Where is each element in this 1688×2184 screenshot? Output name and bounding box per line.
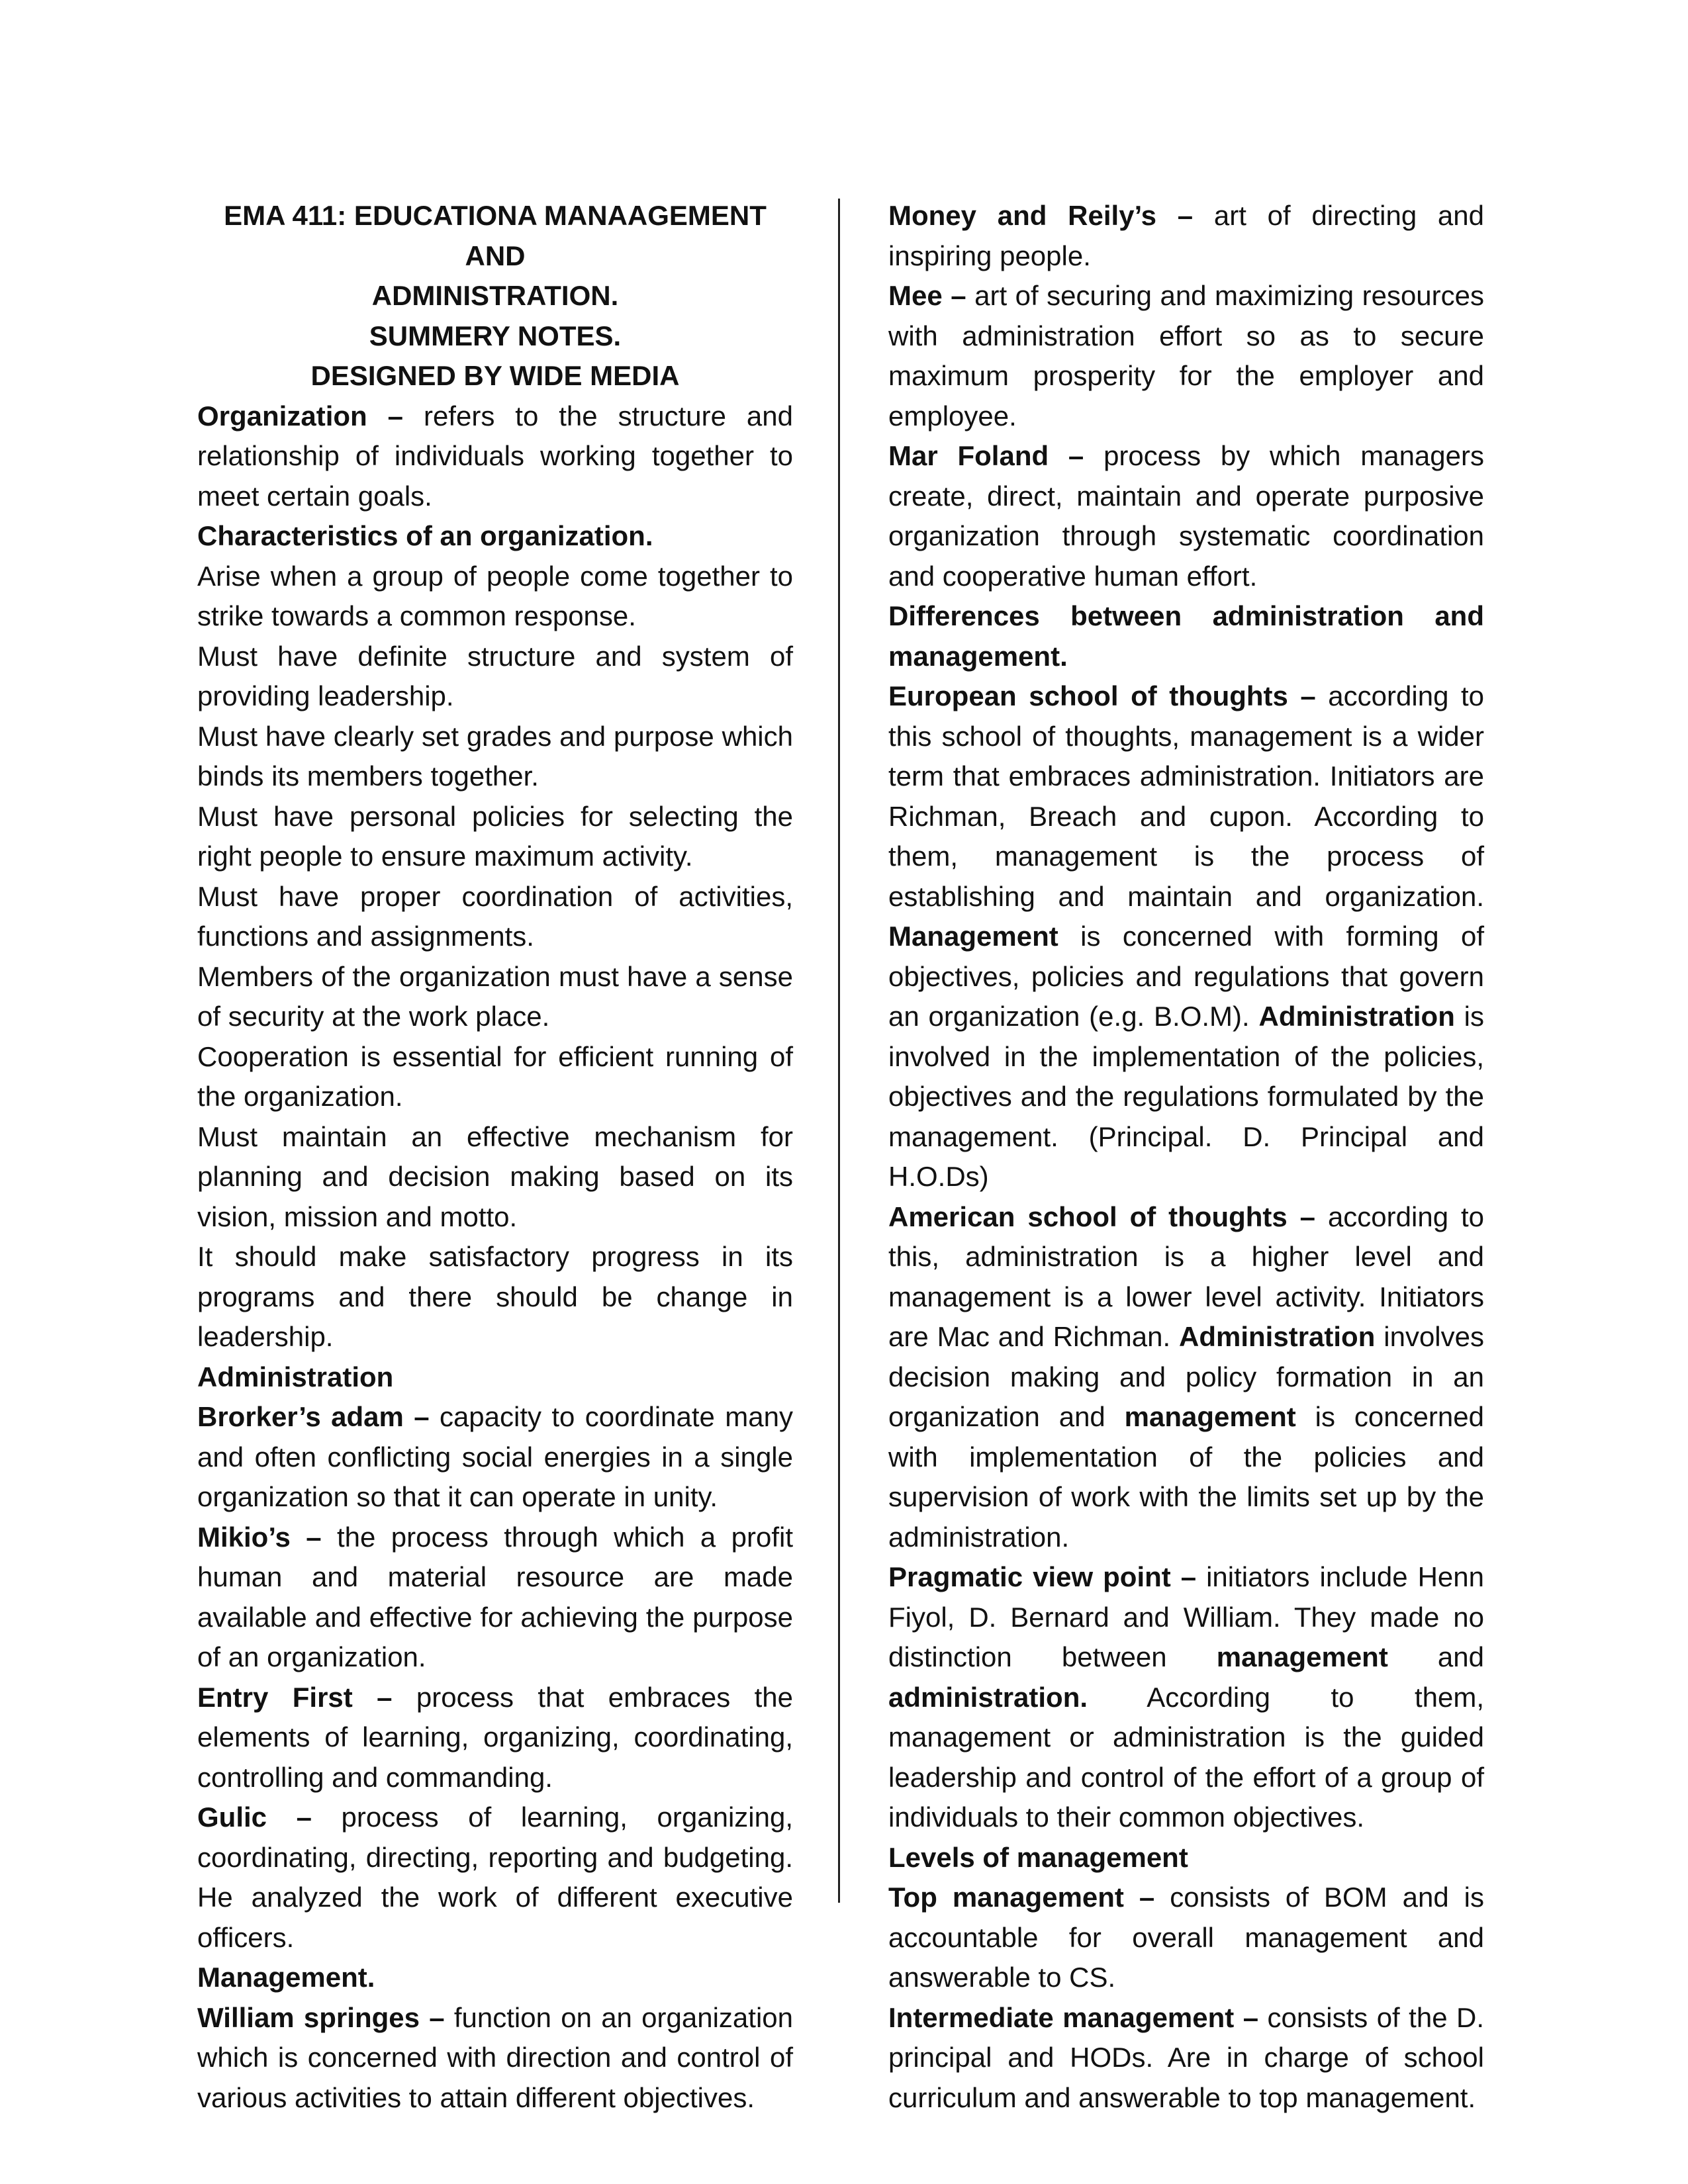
mar-foland-definition: Mar Foland – process by which managers create, direct, maintain and operate purposive organization through systematic coordination and cooperative human effort. (888, 440, 1484, 592)
top-management-definition: Top management – consists of BOM and is accountable for overall management and answerable to CS. (888, 1882, 1484, 1993)
term-organization: Organization – (197, 400, 403, 432)
term-william: William springes – (197, 2001, 445, 2033)
characteristic-item: Must have personal policies for selecting the right people to ensure maximum activity. (197, 800, 793, 872)
document-title-line-1: EMA 411: EDUCATIONA MANAAGEMENT AND (224, 200, 767, 271)
term-intermediate-management: Intermediate management – (888, 2001, 1259, 2033)
characteristic-item: Members of the organization must have a sense of security at the work place. (197, 960, 793, 1032)
american-school-paragraph: American school of thoughts – according to this, administration is a higher level and management is a lower level activity. Initiators are Mac and Richman. Administration involves decision making and policy formation in an organization and management is concerned with implementation of the policies and supervision of work with the limits set up by the administration. (888, 1201, 1484, 1553)
management-heading: Management. (197, 1962, 375, 1993)
characteristic-item: Must have proper coordination of activities, functions and assignments. (197, 880, 793, 952)
term-european: European school of thoughts – (888, 680, 1316, 711)
levels-heading: Levels of management (888, 1841, 1188, 1873)
document-title-line-4: DESIGNED BY WIDE MEDIA (310, 360, 680, 391)
term-mikio: Mikio’s – (197, 1521, 322, 1553)
characteristic-item: It should make satisfactory progress in its programs and there should be change in leadership. (197, 1241, 793, 1352)
william-definition: William springes – function on an organization which is concerned with direction and control of various activities to attain different objectives. (197, 2001, 793, 2113)
organization-definition: Organization – refers to the structure and relationship of individuals working together to meet certain goals. (197, 400, 794, 512)
money-reily-definition: Money and Reily’s – art of directing and inspiring people. (888, 200, 1484, 271)
mikio-definition: Mikio’s – the process through which a profit human and material resource are made available and effective for achieving the purpose of an organization. (197, 1521, 793, 1672)
term-mee: Mee – (888, 280, 966, 311)
characteristic-item: Must maintain an effective mechanism for planning and decision making based on its vision, mission and motto. (197, 1120, 793, 1232)
term-brorker: Brorker’s adam – (197, 1401, 430, 1432)
document-title-line-2: ADMINISTRATION. (371, 280, 619, 311)
term-pragmatic: Pragmatic view point – (888, 1561, 1197, 1592)
entry-first-definition: Entry First – process that embraces the elements of learning, organizing, coordinating, controlling and commanding. (197, 1681, 793, 1793)
term-mar-foland: Mar Foland – (888, 440, 1084, 471)
left-column (197, 196, 793, 2118)
characteristics-heading: Characteristics of an organization. (197, 520, 653, 551)
document-title-line-3: SUMMERY NOTES. (369, 320, 622, 351)
term-american: American school of thoughts – (888, 1201, 1316, 1232)
intermediate-management-definition: Intermediate management – consists of the D. principal and HODs. Are in charge of school curriculum and answerable to top management. (888, 2001, 1484, 2113)
right-column (888, 196, 1484, 2118)
characteristic-item: Cooperation is essential for efficient running of the organization. (197, 1040, 793, 1112)
differences-heading: Differences between administration and management. (888, 600, 1484, 672)
european-school-paragraph: European school of thoughts – according to this school of thoughts, management is a wider term that embraces administration. Initiators are Richman, Breach and cupon. According to them, management is the process of establishing and maintain and organization. Management is concerned with forming of objectives, policies and regulations that govern an organization (e.g. B.O.M). Administration is involved in the implementation of the policies, objectives and the regulations formulated by the management. (Principal. D. Principal and H.O.Ds) (888, 680, 1485, 1192)
column-divider (838, 199, 840, 1903)
term-money-reily: Money and Reily’s – (888, 200, 1194, 231)
brorker-definition: Brorker’s adam – capacity to coordinate many and often conflicting social energies in a single organization so that it can operate in unity. (197, 1401, 793, 1512)
characteristic-item: Must have definite structure and system of providing leadership. (197, 640, 793, 711)
mee-definition: Mee – art of securing and maximizing resources with administration effort so as to secure maximum prosperity for the employer and employee. (888, 280, 1485, 432)
administration-heading: Administration (197, 1361, 394, 1392)
characteristic-item: Arise when a group of people come together to strike towards a common response. (197, 560, 793, 631)
gulic-definition: Gulic – process of learning, organizing, coordinating, directing, reporting and budgeting. He analyzed the work of different executive officers. (197, 1801, 793, 1953)
term-gulic: Gulic – (197, 1801, 312, 1833)
pragmatic-paragraph: Pragmatic view point – initiators include Henn Fiyol, D. Bernard and William. They made no distinction between management and administration. According to them, management or administration is the guided leadership and control of the effort of a group of individuals to their common objectives. (888, 1561, 1484, 1833)
term-entry-first: Entry First – (197, 1681, 393, 1713)
characteristic-item: Must have clearly set grades and purpose which binds its members together. (197, 720, 793, 792)
term-top-management: Top management – (888, 1882, 1155, 1913)
